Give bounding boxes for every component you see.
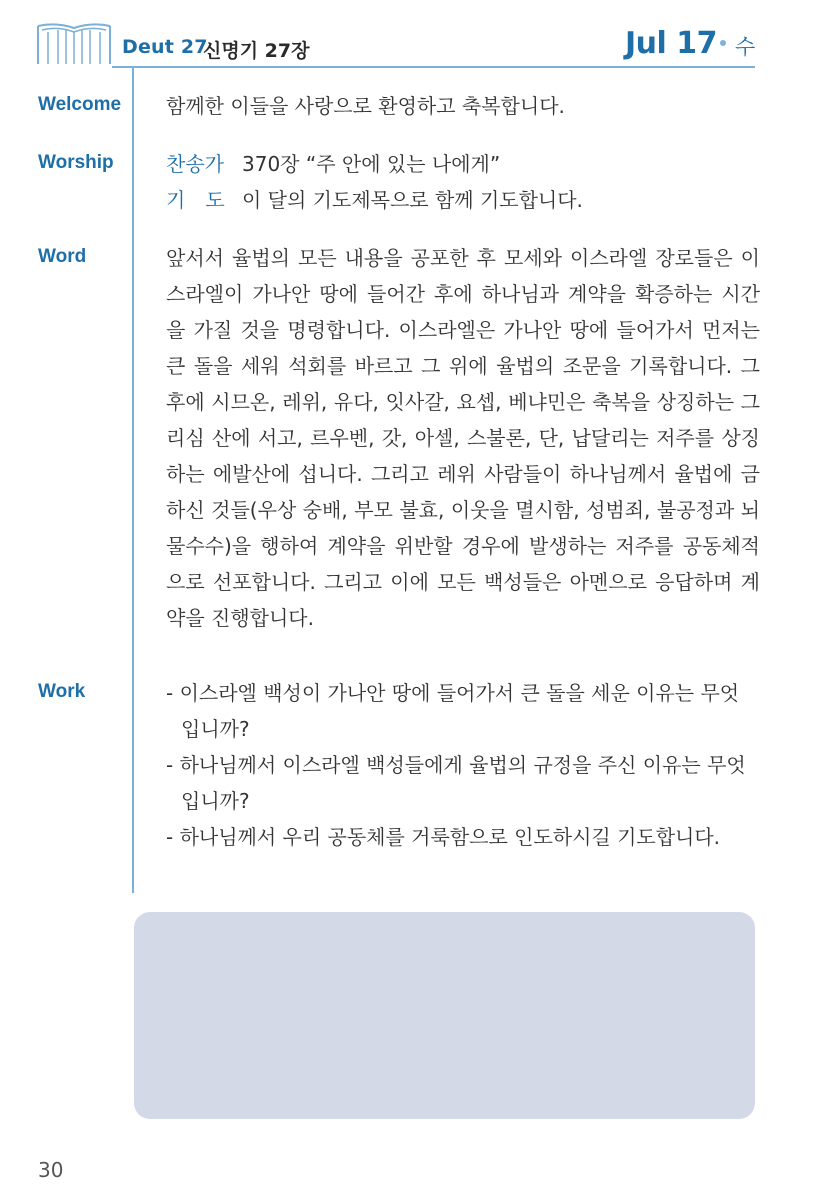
word-line: 약을 진행합니다. [166, 606, 314, 630]
worship-item [166, 146, 760, 182]
worship-section [166, 146, 760, 218]
word-line: 스라엘이 가나안 땅에 들어간 후에 하나님과 계약을 확증하는 시간 [166, 282, 760, 306]
question-line: - 이스라엘 백성이 가나안 땅에 들어가서 큰 돌을 세운 이유는 무엇 [166, 681, 740, 705]
worship-item-value: 이 달의 기도제목으로 함께 기도합니다. [242, 188, 583, 212]
chapter-title: 신명기 27장 [203, 40, 310, 62]
worship-item-value: 370장 “주 안에 있는 나에게” [242, 152, 501, 176]
word-line: 리심 산에 서고, 르우벤, 갓, 아셀, 스불론, 단, 납달리는 저주를 상징 [166, 426, 760, 450]
word-line: 하신 것들(우상 숭배, 부모 불효, 이웃을 멸시함, 성범죄, 불공정과 뇌 [166, 498, 760, 522]
column-divider [132, 66, 134, 893]
word-line: 으로 선포합니다. 그리고 이에 모든 백성들은 아멘으로 응답하며 계 [166, 570, 760, 594]
weekday: 수 [735, 35, 756, 59]
book-icon [36, 20, 112, 66]
worship-item-key: 찬송가 [166, 152, 224, 176]
word-line: 앞서서 율법의 모든 내용을 공포한 후 모세와 이스라엘 장로들은 이 [166, 246, 760, 270]
work-label: Work [38, 681, 86, 702]
welcome-text: 함께한 이들을 사랑으로 환영하고 축복합니다. [166, 94, 565, 118]
memo-box[interactable] [134, 912, 755, 1119]
worship-item-key: 기 도 [166, 188, 225, 212]
page-number: 30 [38, 1158, 64, 1182]
welcome-label: Welcome [38, 94, 122, 115]
scripture-reference: Deut 27 [122, 36, 208, 58]
date-separator-dot [720, 40, 726, 46]
question-line: - 하나님께서 이스라엘 백성들에게 율법의 규정을 주신 이유는 무엇 [166, 753, 746, 777]
question-continuation: 입니까? [181, 789, 250, 813]
page-header [0, 0, 820, 80]
word-line: 큰 돌을 세워 석회를 바르고 그 위에 율법의 조문을 기록합니다. 그 [166, 354, 760, 378]
question-line: - 하나님께서 우리 공동체를 거룩함으로 인도하시길 기도합니다. [166, 825, 721, 849]
header-rule [112, 66, 755, 68]
word-line: 후에 시므온, 레위, 유다, 잇사갈, 요셉, 베냐민은 축복을 상징하는 그 [166, 390, 760, 414]
question-continuation: 입니까? [181, 717, 250, 741]
welcome-section [166, 88, 760, 124]
word-line: 하는 에발산에 섭니다. 그리고 레위 사람들이 하나님께서 율법에 금 [166, 462, 760, 486]
date: Jul 17 [625, 26, 717, 61]
word-section [166, 240, 760, 636]
work-section [166, 675, 760, 855]
word-line: 물수수)을 행하여 계약을 위반할 경우에 발생하는 저주를 공동체적 [166, 534, 760, 558]
worship-label: Worship [38, 152, 114, 173]
worship-item [166, 182, 760, 218]
word-line: 을 가질 것을 명령합니다. 이스라엘은 가나안 땅에 들어가서 먼저는 [166, 318, 760, 342]
word-label: Word [38, 246, 87, 267]
